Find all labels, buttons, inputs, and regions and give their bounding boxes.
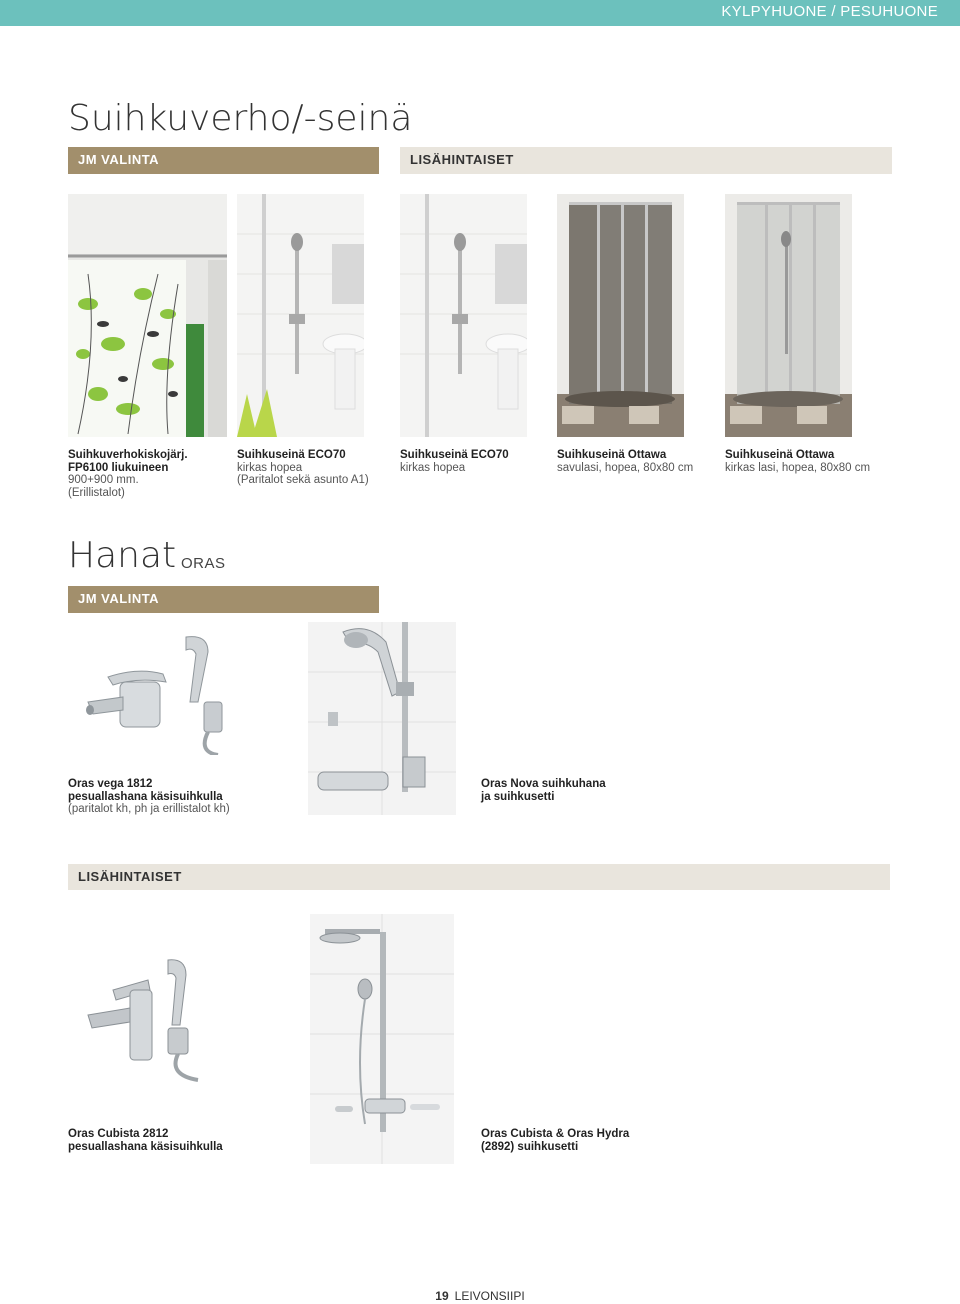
- extras-lisahintaiset-bar: LISÄHINTAISET: [68, 864, 890, 890]
- caption-ottawa-clear: [725, 449, 905, 474]
- oras-hydra-photo: [310, 914, 454, 1164]
- caption-oras-hydra-title-1: Oras Cubista & Oras Hydra: [481, 1128, 630, 1140]
- ottawa-smoked-photo: [557, 194, 684, 437]
- caption-eco70-1-note: (Paritalot sekä asunto A1): [237, 474, 369, 486]
- page-number: 19: [435, 1289, 449, 1303]
- oras-vega-photo: [68, 622, 234, 755]
- caption-curtain-note: (Erillistalot): [68, 486, 125, 499]
- lisahintaiset-bar: LISÄHINTAISET: [400, 147, 892, 174]
- footer-brand: LEIVONSIIPI: [454, 1289, 525, 1303]
- caption-ottawa-smoked: [557, 449, 717, 474]
- caption-ottawa-smoked-spec: savulasi, hopea, 80x80 cm: [557, 461, 694, 474]
- eco70-photo-2: [400, 194, 527, 437]
- caption-curtain-title-1: Suihkuverhokiskojärj.: [68, 449, 188, 461]
- caption-oras-nova: [481, 778, 701, 803]
- faucets-brand: ORAS: [181, 555, 226, 572]
- caption-oras-cubista-title-1: Oras Cubista 2812: [68, 1128, 169, 1140]
- shower-curtain-photo: [68, 194, 227, 437]
- caption-oras-cubista: [68, 1128, 298, 1153]
- caption-curtain: [68, 449, 228, 499]
- caption-eco70-1-title: Suihkuseinä ECO70: [237, 449, 346, 461]
- caption-eco70-1-color: kirkas hopea: [237, 461, 303, 474]
- caption-oras-nova-title-2: ja suihkusetti: [481, 790, 555, 803]
- eco70-photo-1: [237, 194, 364, 437]
- caption-oras-hydra: [481, 1128, 711, 1153]
- caption-oras-cubista-title-2: pesuallashana käsisuihkulla: [68, 1140, 223, 1153]
- caption-eco70-1: [237, 449, 387, 487]
- page-footer: [0, 1289, 960, 1303]
- oras-nova-photo: [308, 622, 456, 815]
- caption-oras-vega-note: (paritalot kh, ph ja erillistalot kh): [68, 803, 230, 815]
- caption-ottawa-clear-title: Suihkuseinä Ottawa: [725, 449, 835, 461]
- caption-curtain-size: 900+900 mm.: [68, 474, 139, 486]
- caption-ottawa-clear-spec: kirkas lasi, hopea, 80x80 cm: [725, 461, 871, 474]
- section-title: KYLPYHUONE / PESUHUONE: [721, 3, 938, 20]
- caption-oras-hydra-title-2: (2892) suihkusetti: [481, 1140, 579, 1153]
- caption-oras-vega-title-2: pesuallashana käsisuihkulla: [68, 790, 223, 803]
- caption-eco70-2-title: Suihkuseinä ECO70: [400, 449, 509, 461]
- faucets-jm-valinta-bar: JM VALINTA: [68, 586, 379, 613]
- caption-oras-vega-title-1: Oras vega 1812: [68, 778, 153, 790]
- ottawa-clear-photo: [725, 194, 852, 437]
- faucets-section-title: Hanat: [68, 535, 177, 576]
- caption-eco70-2-color: kirkas hopea: [400, 461, 466, 474]
- caption-ottawa-smoked-title: Suihkuseinä Ottawa: [557, 449, 667, 461]
- jm-valinta-bar: JM VALINTA: [68, 147, 379, 174]
- caption-oras-nova-title-1: Oras Nova suihkuhana: [481, 778, 606, 790]
- caption-oras-vega: [68, 778, 298, 816]
- oras-cubista-photo: [68, 950, 214, 1089]
- shower-section-title: Suihkuverho/-seinä: [68, 98, 413, 139]
- caption-curtain-title-2: FP6100 liukuineen: [68, 461, 169, 474]
- header-bar: [0, 0, 960, 26]
- caption-eco70-2: [400, 449, 550, 474]
